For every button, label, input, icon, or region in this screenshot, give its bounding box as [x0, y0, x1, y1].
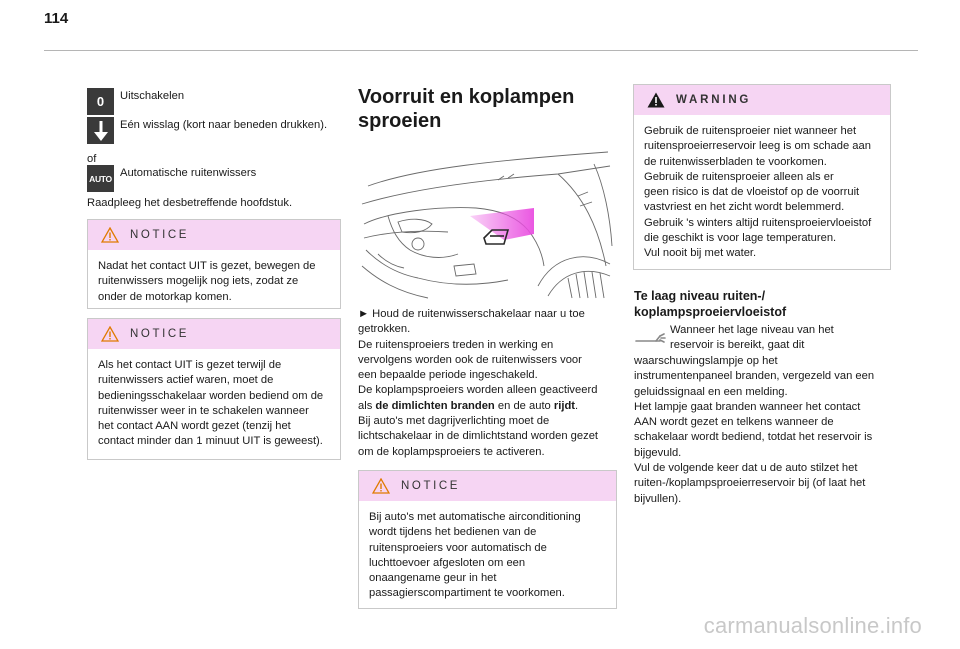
notice-header — [88, 319, 340, 349]
notice-header — [88, 220, 340, 250]
body-line: bijvullen). — [634, 492, 682, 505]
notice-line: het contact AAN wordt gezet (tenzij het — [98, 420, 291, 433]
notice-line: ruitenwissers actief waren, moet de — [98, 374, 274, 387]
warning-box — [633, 84, 891, 270]
notice-line: ruitenwissers mogelijk nog iets, zodat ze — [98, 275, 299, 288]
warning-line: die geschikt is voor lage temperaturen. — [644, 232, 837, 245]
text-span: als — [358, 399, 376, 412]
warning-line: Gebruik de ruitensproeier niet wanneer het — [644, 125, 857, 137]
notice-line: wordt tijdens het bedienen van de — [369, 526, 537, 539]
notice-line: Nadat het contact UIT is gezet, bewegen de — [98, 260, 316, 272]
notice-line: onder de motorkap komen. — [98, 290, 232, 303]
text-span: en de auto — [494, 399, 554, 412]
switch-off-row — [87, 88, 184, 115]
notice-line: ruitenwisser weer in te schakelen wanneer — [98, 404, 309, 417]
switch-off-label: Uitschakelen — [120, 90, 185, 102]
bold-driving: rijdt — [553, 399, 576, 412]
body-line: waarschuwingslampje op het — [634, 355, 778, 367]
notice-line: luchttoevoer afgesloten om een — [369, 556, 526, 569]
body-line: Het lampje gaat branden wanneer het contact — [634, 400, 861, 413]
title-line: Voorruit en koplampen — [358, 86, 575, 108]
body-line: Vul de volgende keer dat u de auto stilzet het — [634, 462, 858, 475]
text-span: . — [575, 399, 579, 412]
body-line: De ruitensproeiers treden in werking en — [358, 338, 554, 351]
single-wipe-row — [87, 117, 327, 144]
warning-triangle-icon — [101, 227, 119, 243]
heading-line: Te laag niveau ruiten-/ — [634, 289, 766, 303]
body-line: Wanneer het lage niveau van het — [670, 324, 834, 336]
heading-line: koplampsproeiervloeistof — [634, 305, 787, 319]
auto-wipers-row — [87, 165, 256, 192]
body-line: reservoir is bereikt, gaat dit — [670, 339, 805, 352]
notice-line: Als het contact UIT is gezet terwijl de — [98, 359, 282, 371]
auto-icon: AUTO — [87, 165, 114, 192]
or-label: of — [87, 153, 97, 165]
body-line: ► Houd de ruitenwisserschakelaar naar u toe — [358, 308, 585, 320]
warning-header — [634, 85, 890, 115]
warning-triangle-icon — [101, 326, 119, 342]
body-line: AAN wordt gezet en telkens wanneer de — [634, 416, 834, 429]
refer-text: Raadpleeg het desbetreffende hoofdstuk. — [87, 197, 293, 209]
warning-line: Vul nooit bij met water. — [644, 247, 757, 260]
car-front-illustration — [358, 146, 614, 302]
warning-line: de ruitenwisserbladen te voorkomen. — [644, 155, 827, 168]
notice-line: bedieningsschakelaar worden bediend om de — [98, 389, 324, 402]
notice-header — [359, 471, 616, 501]
instructions-body — [358, 307, 620, 460]
notice-box-1 — [87, 219, 341, 309]
body-line: een bepaalde periode ingeschakeld. — [358, 369, 538, 382]
body-line: vervolgens worden ook de ruitenwissers voor — [358, 353, 582, 366]
bold-dipped-beam: de dimlichten branden — [375, 399, 495, 412]
body-line: lichtschakelaar in de dimlichtstand worden gezet — [358, 430, 599, 443]
warning-line: vastvriest en het zicht wordt belemmerd. — [644, 201, 845, 214]
warning-label: WARNING — [676, 94, 752, 106]
title-line: sproeien — [358, 110, 442, 132]
body-line: schakelaar wordt bediend, totdat het reservoir is — [634, 431, 873, 444]
notice-line: ruitensproeiers voor automatisch de — [369, 541, 547, 554]
body-line: ruiten-/koplampsproeierreservoir bij (of laat het — [634, 477, 866, 490]
notice-label: NOTICE — [130, 229, 190, 241]
warning-line: ruitensproeierreservoir leeg is om schade aan — [644, 140, 871, 153]
low-level-heading — [634, 288, 890, 320]
notice-box-3 — [358, 470, 617, 609]
body-line: getrokken. — [358, 323, 411, 336]
page-number: 114 — [44, 10, 69, 27]
watermark[interactable]: carmanualsonline.info — [703, 613, 922, 638]
warning-line: Gebruik 's winters altijd ruitensproeiervloeistof — [644, 216, 872, 229]
warning-line: Gebruik de ruitensproeier alleen als er — [644, 170, 834, 183]
warning-line: geen risico is dat de vloeistof op de voorruit — [644, 186, 860, 199]
body-line: De koplampsproeiers worden alleen geactiveerd — [358, 384, 598, 397]
low-level-body — [634, 354, 892, 507]
notice-line: contact minder dan 1 minuut UIT is geweest). — [98, 435, 323, 448]
body-line: geluidssignaal en een melding. — [634, 385, 788, 398]
notice-box-2 — [87, 318, 341, 460]
notice-line: onaangename geur in het — [369, 572, 497, 585]
body-line — [358, 399, 620, 414]
notice-line: passagierscompartiment te voorkomen. — [369, 587, 565, 600]
header-divider — [44, 50, 918, 51]
section-title — [358, 85, 618, 133]
washer-fluid-icon — [634, 330, 666, 348]
low-level-intro — [670, 323, 892, 354]
warning-triangle-icon — [372, 478, 390, 494]
warning-triangle-filled-icon — [647, 92, 665, 108]
arrow-down-icon — [87, 117, 114, 144]
single-wipe-label: Eén wisslag (kort naar beneden drukken). — [120, 119, 328, 131]
body-line: bijgevuld. — [634, 446, 682, 459]
notice-label: NOTICE — [130, 328, 190, 340]
notice-label: NOTICE — [401, 480, 461, 492]
body-line: om de koplampsproeiers te activeren. — [358, 445, 545, 458]
auto-wipers-label: Automatische ruitenwissers — [120, 167, 257, 179]
body-line: Bij auto's met dagrijverlichting moet de — [358, 415, 550, 428]
notice-line: Bij auto's met automatische airconditioning — [369, 511, 581, 523]
zero-icon: 0 — [87, 88, 114, 115]
body-line: instrumentenpaneel branden, vergezeld van een — [634, 370, 875, 383]
